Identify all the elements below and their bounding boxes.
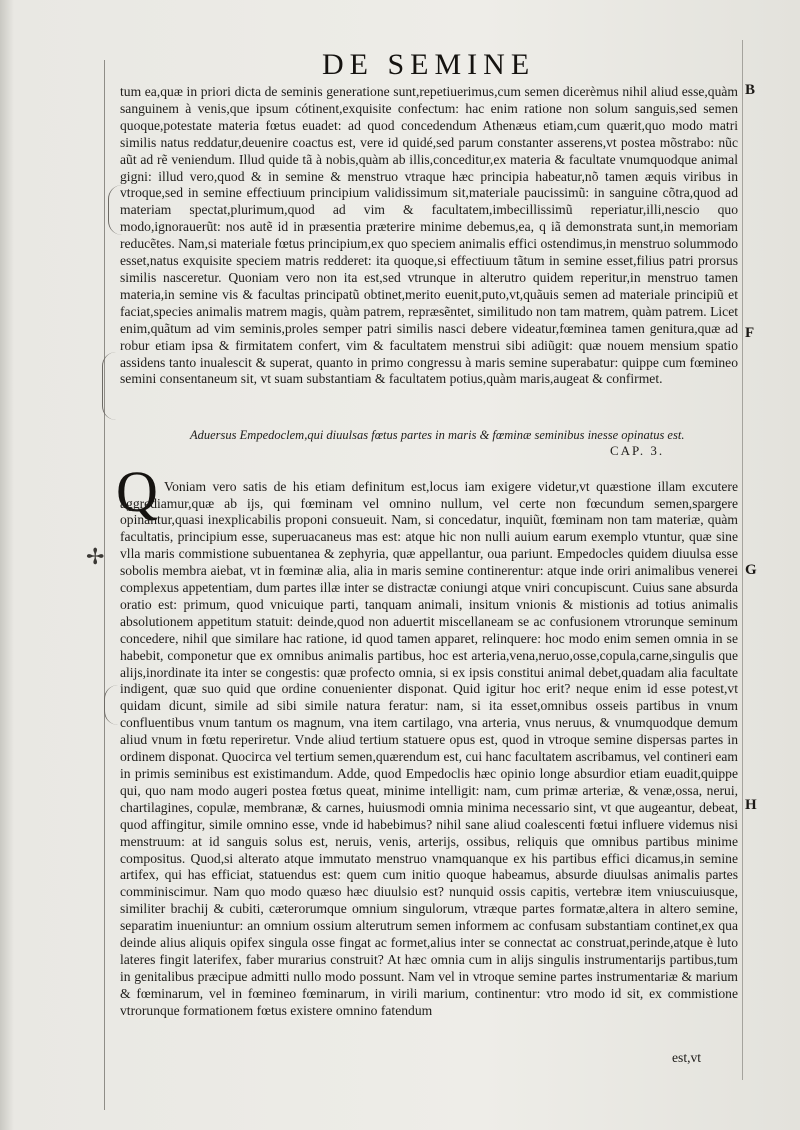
- margin-letter-h: H: [745, 797, 757, 813]
- paragraph-1-text: tum ea,quæ in priori dicta de seminis generatione sunt,repetiuerimus,cum semen dicerèmus nihil aliud esse,quàm sanguinem à venis,que ipsum cótinent,exquisite confectum: hac enim ratione non solum sanguis,sed semen quoque,potestate materia fœtus euadet: ad quod concedendum Athenæus etiam,cum quærit,quo modo matri similis natus reddatur,deuenire coactus est, vere id quidé,sed parum constanter asserens,vt postea mõstrabo: nũc aũt ad rẽ veniendum. Illud quide tã à nobis,quàm ab illis,conceditur,ex materia & facultate vnumquodque animal gigni: illud vero,quod & in semine & menstruo vtraque hæc principia habeatur,nõ tamen æquis viribus in vtroque,sed in semine effectiuum principium validissimum sit,materiale paucissimũ: in sanguine cõtra,quod ad materiam spectat,plurimum,quod ad vim & facultatem,imbecillissimũ reperiatur,illi,nescio quo modo,ignorauerũt: nos autẽ id in præsentia præterire minime debemus,ea, q iã demonstrata sunt,in memoriam reducẽtes. Nam,si materiale fœtus principium,ex quo speciem animalis effici ostendimus,in menstruo solummodo esset,natus exquisite speciem matris redderet: ita quoque,si effectiuum tãtum in semine esset,filius patri prorsus similis nasceretur. Quoniam vero non ita est,sed vtrunque in alterutro quidem reperitur,in menstruo tamen materia,in semine vis & facultas principatũ obtinet,merito euenit,puto,vt,quãuis semen ad materiale principiũ et faciat,species animalis matrem magis, quàm patrem, repræsẽntet, similitudo non tam matrem, quàm patrem. Licet enim,quãtum ad vim seminis,proles semper patri similis nasci debere videatur,fœminea tamen genitura,quæ ad robur etiam ipsa & firmitatem confert, vim & facultatem menstrui sibi adiũgit: quæ nouem mensium spatio assidens tanto inualescit & superat, quanto in primo congressu à maris semine superabatur: quippe cum fœmineo semini consentaneum sit, vt suam substantiam & facultatem potius,quàm maris,augeat & confirmet.: [120, 84, 738, 387]
- chapter-number: CAP. 3.: [610, 443, 665, 458]
- running-head: DE SEMINE: [322, 48, 536, 81]
- margin-letter-b: B: [745, 82, 756, 98]
- margin-bracket-2: [102, 352, 117, 420]
- drop-capital: Q: [116, 459, 158, 524]
- chapter-heading: Aduersus Empedoclem,qui diuulsas fœtus partes in maris & fœminæ seminibus inesse opinatus est.: [190, 428, 685, 442]
- paragraph-2-text: [120, 479, 738, 1020]
- margin-ink-mark: ✢: [86, 544, 105, 569]
- right-margin-rule: [742, 40, 743, 1080]
- margin-letter-g: G: [745, 562, 757, 578]
- paragraph-2-body: Voniam vero satis de his etiam definitum est,locus iam exigere videtur,vt quæstione illam excutere aggrediamur,quæ ab ijs, qui fœminam vel omnino nullum, vel certe non fœcundum semen,spargere opinantur,quasi inexplicabilis proponi consueuit. Nam, si concedatur, inquiũt, fœminam non tam materiæ, quàm facultatis, principium esse, superuacaneus mas est: atque hic non nulli auium earum exemplo vtuntur, quæ sine vlla maris commistione subuentanea & zephyria, quæ appellantur, oua pariunt. Empedocles quidem diuulsa esse sobolis membra aiebat, vt in fœminæ alia, alia in maris semine continerentur: atque inde oriri animalibus venerei complexus appetentiam, dum partes illæ inter se distractæ coniungi atque vniri concupiscunt. Cuius sane absurda oratio est: primum, quod vnicuique parti, tanquam animali, insitum vnionis & mistionis ad totius animalis absolutionem appetitum statuit: deinde,quod non aduertit miscellaneam se ac confusionem vtrorunque seminum concedere, nihil que similare hac ratione, id quod tamen apparet, relinquere: hoc modo enim semen omnia in se habebit, componetur que ex omnibus animalis partibus, hoc est arteria,vena,neruo,osse,copula,carne,singulis que alijs,inordinate ita inter se congestis: quæ profecto omnia, si ex ipsis constitui animal debet,quadam alia facultate indigent, quæ suo quid que ordine conuenienter disponat. Quid igitur hoc erit? neque enim id esse potest,vt quidam dicunt, simile ad sibi simile natura feratur: nam, si ita esset,omnibus osseis partibus in vnum confluentibus vnum tantum os magnum, vna item cartilago, vna arteria, vnus neruus, & vnumquodque demum aliud vnum in fœtu reperiretur. Vnde aliud tertium statuere opus est, quod in vtroque semine dispersas partes in ordinem disponat. Quocirca vel tertium semen,quærendum est, cui hanc facultatem ascribamus, vel contineri eam in primis seminibus est existimandum. Adde, quod Empedoclis hæc opinio longe absurdior etiam euadit,quippe qui, quo nam modo augeri postea fœtus queat, minime intelligit: nam, cum primæ arteriæ, & venæ,ossa, nerui, chartilagines, copulæ, membranæ, & carnes, huiusmodi omnia minima necessario sint, vt que augeantur, debeat, quod affingitur, simile omnino esse, vnde id habebimus? nihil sane aliud coalescenti fœtui influere videmus nisi menstruum: at id sanguis solus est, neruis, venis, arterijs, ossibus, reliquis que omnibus partibus minime compositus. Quod,si alterato atque immutato menstruo vnamquanque ex his partibus effici dicamus,in semine artifex, qui has efficiat, statuendus est: quem cum initio quoque habeamus, absurde diuulsas animalis partes comminiscimur. Nam quo modo quæso hæc diuulsio est? nunquid ossis capitis, vertebræ item vniuscuiusque, similiter brachij & cubiti, cæterorumque omnium singulorum, vtræque partes formatæ,altera in altero semine, separatim inueniuntur: an omnium ossium alterutrum semen informem ac confusam substantiam continet,ex qua deinde alius aliquis opifex singula osse fingat ac formet,alius inter se connectat ac construat,perinde,atque è luto lateres fingit laterifex, faber murarius construit? At hæc omnia cum in alijs singulis instrumentarijs partibus,tum in genitalibus præcipue admitti nullo modo possunt. Nam vel in vtroque semine partes instrumentariæ & marium & fœminarum, vel in fœmineo fœminarum, in virili marium, continentur: vtro modo id sit, ex commistione vtrorunque formationem fœtus existere omnino fatendum: [120, 478, 738, 1018]
- margin-bracket-1: [108, 185, 123, 235]
- catchword: est,vt: [672, 1050, 702, 1065]
- margin-bracket-3: [104, 685, 119, 725]
- margin-letter-f: F: [745, 325, 755, 341]
- paragraph-2: [120, 465, 738, 1033]
- paragraph-1: [120, 84, 738, 388]
- left-margin-rule: [104, 60, 105, 1110]
